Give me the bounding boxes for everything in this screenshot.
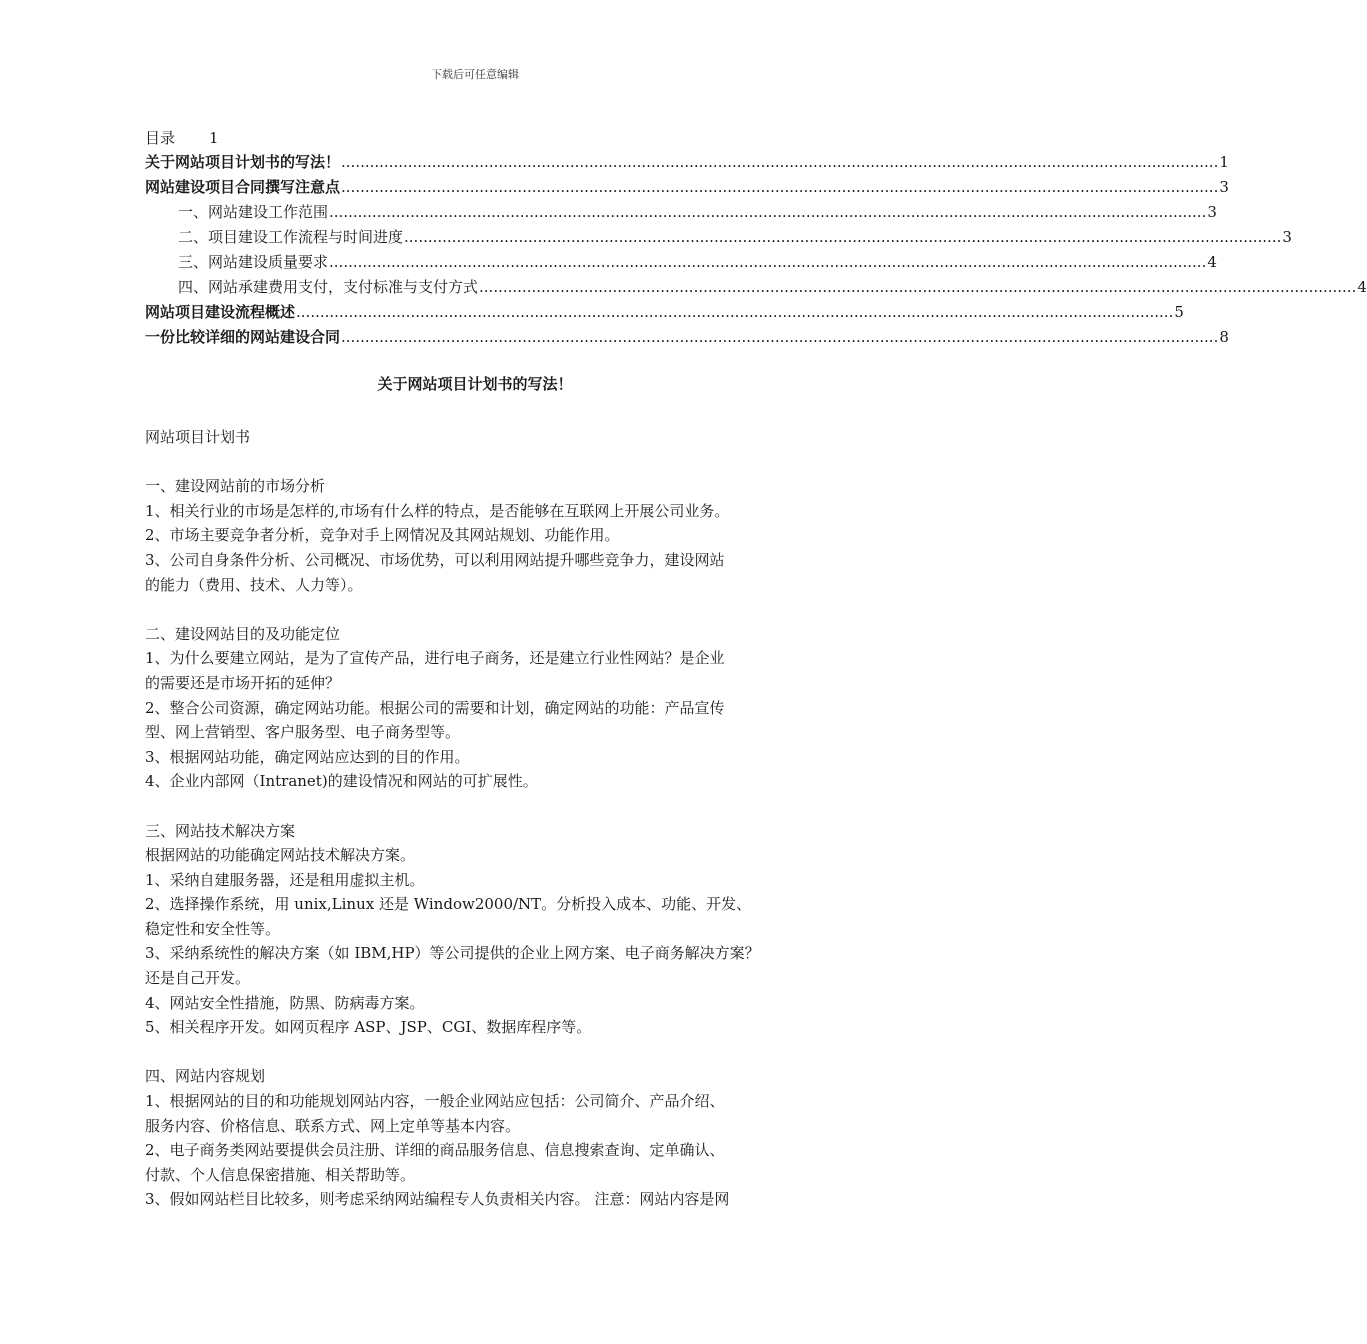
paragraph: 的需要还是市场开拓的延伸？ [145, 673, 341, 692]
toc-entry-page: 3 [1207, 203, 1217, 221]
toc-entry-page: 3 [1219, 178, 1229, 196]
paragraph: 1、相关行业的市场是怎样的,市场有什么样的特点，是否能够在互联网上开展公司业务。 [145, 501, 730, 520]
toc-entry-page: 5 [1174, 303, 1184, 321]
toc-entry-page: 8 [1219, 328, 1229, 346]
paragraph: 根据网站的功能确定网站技术解决方案。 [145, 846, 416, 865]
paragraph: 稳定性和安全性等。 [145, 919, 281, 938]
toc-entry[interactable] [145, 175, 1229, 200]
paragraph: 1、为什么要建立网站，是为了宣传产品，进行电子商务，还是建立行业性网站？是企业 [145, 649, 725, 668]
document-body [145, 425, 825, 1212]
toc-leader: ........................................................................................................................................................................................ [479, 278, 1357, 296]
paragraph: 3、假如网站栏目比较多，则考虑采纳网站编程专人负责相关内容。 注意：网站内容是网 [145, 1190, 730, 1209]
toc-entry[interactable] [145, 225, 1292, 250]
toc-entry-page: 4 [1207, 253, 1217, 271]
paragraph: 2、电子商务类网站要提供会员注册、详细的商品服务信息、信息搜索查询、定单确认、 [145, 1141, 725, 1160]
toc-leader: ........................................................................................................................................................................................ [329, 203, 1207, 221]
paragraph: 5、相关程序开发。如网页程序 ASP、JSP、CGI、数据库程序等。 [145, 1018, 592, 1037]
toc-leader: ........................................................................................................................................................................................ [329, 253, 1207, 271]
toc-leader: ........................................................................................................................................................................................ [341, 328, 1219, 346]
toc-number: 1 [209, 129, 219, 147]
section-heading: 四、网站内容规划 [145, 1067, 266, 1086]
paragraph: 1、根据网站的目的和功能规划网站内容，一般企业网站应包括：公司简介、产品介绍、 [145, 1092, 725, 1111]
toc-entry-title: 二、项目建设工作流程与时间进度 [178, 228, 404, 246]
toc-entry-title: 关于网站项目计划书的写法！ [145, 153, 341, 171]
toc-entry-page: 4 [1357, 278, 1367, 296]
doc-title: 网站项目计划书 [145, 428, 251, 446]
toc-entry[interactable] [145, 275, 1367, 300]
toc-entry[interactable] [145, 300, 1184, 325]
toc-heading [145, 127, 219, 148]
toc-entry[interactable] [145, 325, 1229, 350]
paragraph: 3、根据网站功能，确定网站应达到的目的作用。 [145, 747, 470, 766]
toc-entry-title: 四、网站承建费用支付，支付标准与支付方式 [178, 278, 479, 296]
paragraph: 2、市场主要竞争者分析，竞争对手上网情况及其网站规划、功能作用。 [145, 526, 620, 545]
toc-entry-page: 3 [1282, 228, 1292, 246]
paragraph: 4、网站安全性措施，防黑、防病毒方案。 [145, 993, 425, 1012]
toc-entry[interactable] [145, 200, 1217, 225]
paragraph: 的能力（费用、技术、人力等）。 [145, 575, 363, 594]
paragraph: 付款、个人信息保密措施、相关帮助等。 [145, 1165, 416, 1184]
paragraph: 型、网上营销型、客户服务型、电子商务型等。 [145, 723, 461, 742]
paragraph: 4、企业内部网（Intranet)的建设情况和网站的可扩展性。 [145, 772, 538, 791]
toc-entry[interactable] [145, 250, 1217, 275]
toc-leader: ........................................................................................................................................................................................ [404, 228, 1282, 246]
toc-entry-title: 一、网站建设工作范围 [178, 203, 329, 221]
toc-entry-page: 1 [1219, 153, 1229, 171]
section-heading: 一、建设网站前的市场分析 [145, 477, 326, 496]
toc-entry[interactable] [145, 150, 1229, 175]
paragraph: 还是自己开发。 [145, 969, 251, 988]
toc-leader: ........................................................................................................................................................................................ [341, 178, 1219, 196]
section-title: 关于网站项目计划书的写法！ [377, 375, 573, 393]
paragraph: 1、采纳自建服务器，还是租用虚拟主机。 [145, 870, 425, 889]
paragraph: 3、公司自身条件分析、公司概况、市场优势，可以利用网站提升哪些竞争力，建设网站 [145, 550, 725, 569]
toc-label: 目录 [145, 129, 176, 147]
toc-leader: ........................................................................................................................................................................................ [296, 303, 1174, 321]
toc-entry-title: 一份比较详细的网站建设合同 [145, 328, 341, 346]
toc-leader: ........................................................................................................................................................................................ [341, 153, 1219, 171]
page-header: 下载后可任意编辑 [431, 68, 519, 81]
section-heading: 二、建设网站目的及功能定位 [145, 624, 341, 643]
paragraph: 2、选择操作系统，用 unix,Linux 还是 Window2000/NT。分析投入成本、功能、开发、 [145, 895, 752, 914]
toc-entry-title: 网站建设项目合同撰写注意点 [145, 178, 341, 196]
paragraph: 服务内容、价格信息、联系方式、网上定单等基本内容。 [145, 1116, 521, 1135]
toc-entry-title: 三、网站建设质量要求 [178, 253, 329, 271]
paragraph: 3、采纳系统性的解决方案（如 IBM,HP）等公司提供的企业上网方案、电子商务解决方案？ [145, 944, 760, 963]
paragraph: 2、整合公司资源，确定网站功能。根据公司的需要和计划，确定网站的功能：产品宣传 [145, 698, 725, 717]
table-of-contents [145, 150, 1367, 350]
toc-entry-title: 网站项目建设流程概述 [145, 303, 296, 321]
section-heading: 三、网站技术解决方案 [145, 821, 296, 840]
